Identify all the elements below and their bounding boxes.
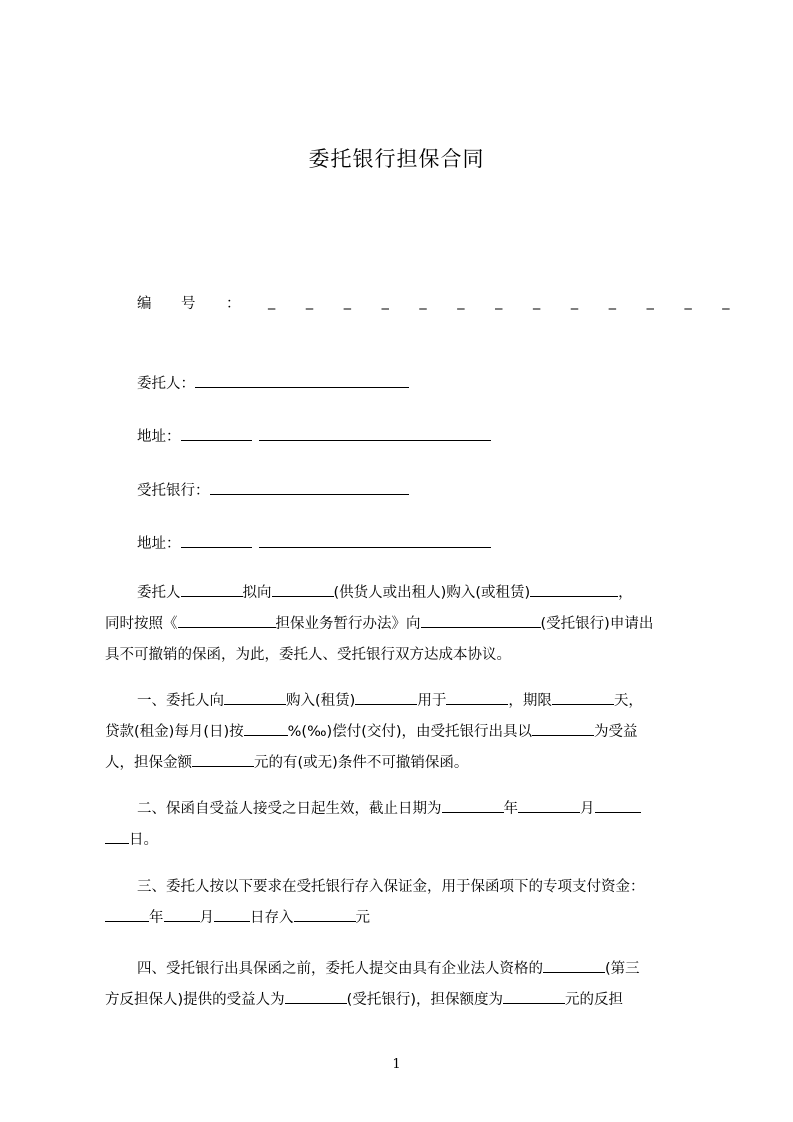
address-label: 地址： xyxy=(137,429,181,445)
address-blank-short[interactable] xyxy=(181,425,252,441)
blank[interactable] xyxy=(446,689,508,705)
principal-blank[interactable] xyxy=(195,372,409,388)
clause-2-line-1: 二、保函自受益人接受之日起生效，截止日期为 年 月 xyxy=(105,794,703,825)
blank[interactable] xyxy=(530,581,618,597)
blank[interactable] xyxy=(543,957,605,973)
clause-1-line-2: 贷款(租金)每月(日)按 %(‰)偿付(交付)，由受托银行出具以 为受益 xyxy=(105,717,703,748)
clause-1 xyxy=(105,686,703,779)
number-label-char-2: 号 xyxy=(181,296,196,312)
intro-line-3: 具不可撤销的保函，为此，委托人、受托银行双方达成本协议。 xyxy=(105,647,511,663)
clause-1-line-3: 人，担保金额 元的有(或无)条件不可撤销保函。 xyxy=(105,748,703,779)
bank-address-blank-long[interactable] xyxy=(259,532,491,548)
principal-field-row xyxy=(137,372,409,393)
number-blank: _ _ _ _ _ _ _ _ _ _ _ _ _ xyxy=(268,294,743,310)
bank-field-row xyxy=(137,479,409,500)
blank[interactable] xyxy=(518,797,580,813)
blank[interactable] xyxy=(105,906,149,922)
bank-address-field-row xyxy=(137,532,491,553)
blank[interactable] xyxy=(421,612,541,628)
clause-3-line-1: 三、委托人按以下要求在受托银行存入保证金，用于保函项下的专项支付资金： xyxy=(137,879,645,895)
number-label-char-1: 编 xyxy=(137,296,152,312)
clause-2 xyxy=(105,794,703,856)
bank-address-blank-short[interactable] xyxy=(181,532,252,548)
blank[interactable] xyxy=(105,828,129,844)
blank[interactable] xyxy=(214,906,250,922)
blank[interactable] xyxy=(181,581,243,597)
clause-1-line-1: 一、委托人向 购入(租赁) 用于 ，期限 天， xyxy=(105,686,703,717)
bank-blank[interactable] xyxy=(210,479,409,495)
blank[interactable] xyxy=(595,797,641,813)
blank[interactable] xyxy=(272,581,334,597)
clause-3 xyxy=(105,872,703,934)
document-title: 委托银行担保合同 xyxy=(308,147,485,171)
blank[interactable] xyxy=(285,988,347,1004)
blank[interactable] xyxy=(552,689,614,705)
address-field-row xyxy=(137,425,491,446)
number-label-colon: ： xyxy=(226,296,241,312)
blank[interactable] xyxy=(294,906,356,922)
blank[interactable] xyxy=(192,751,254,767)
intro-line-1: 委托人 拟向 (供货人或出租人)购入(或租赁) ， xyxy=(105,578,703,609)
blank[interactable] xyxy=(503,988,565,1004)
principal-label: 委托人： xyxy=(137,376,195,392)
blank[interactable] xyxy=(164,906,200,922)
bank-label: 受托银行： xyxy=(137,483,210,499)
blank[interactable] xyxy=(244,720,288,736)
clause-2-line-2: 日。 xyxy=(105,825,703,856)
blank[interactable] xyxy=(442,797,504,813)
blank[interactable] xyxy=(355,689,417,705)
blank[interactable] xyxy=(178,612,276,628)
intro-paragraph xyxy=(105,578,703,671)
intro-line-2: 同时按照《 担保业务暂行办法》向 (受托银行)申请出 xyxy=(105,609,703,640)
blank[interactable] xyxy=(224,689,286,705)
clause-4 xyxy=(105,954,703,1016)
clause-3-line-2: 年 月 日存入 元 xyxy=(105,903,703,934)
page-number: 1 xyxy=(392,1057,401,1072)
address-blank-long[interactable] xyxy=(259,425,491,441)
clause-4-line-1: 四、受托银行出具保函之前，委托人提交由具有企业法人资格的 (第三 xyxy=(105,954,703,985)
bank-address-label: 地址： xyxy=(137,536,181,552)
blank[interactable] xyxy=(532,720,594,736)
clause-4-line-2: 方反担保人)提供的受益人为 (受托银行)，担保额度为 元的反担 xyxy=(105,985,703,1016)
